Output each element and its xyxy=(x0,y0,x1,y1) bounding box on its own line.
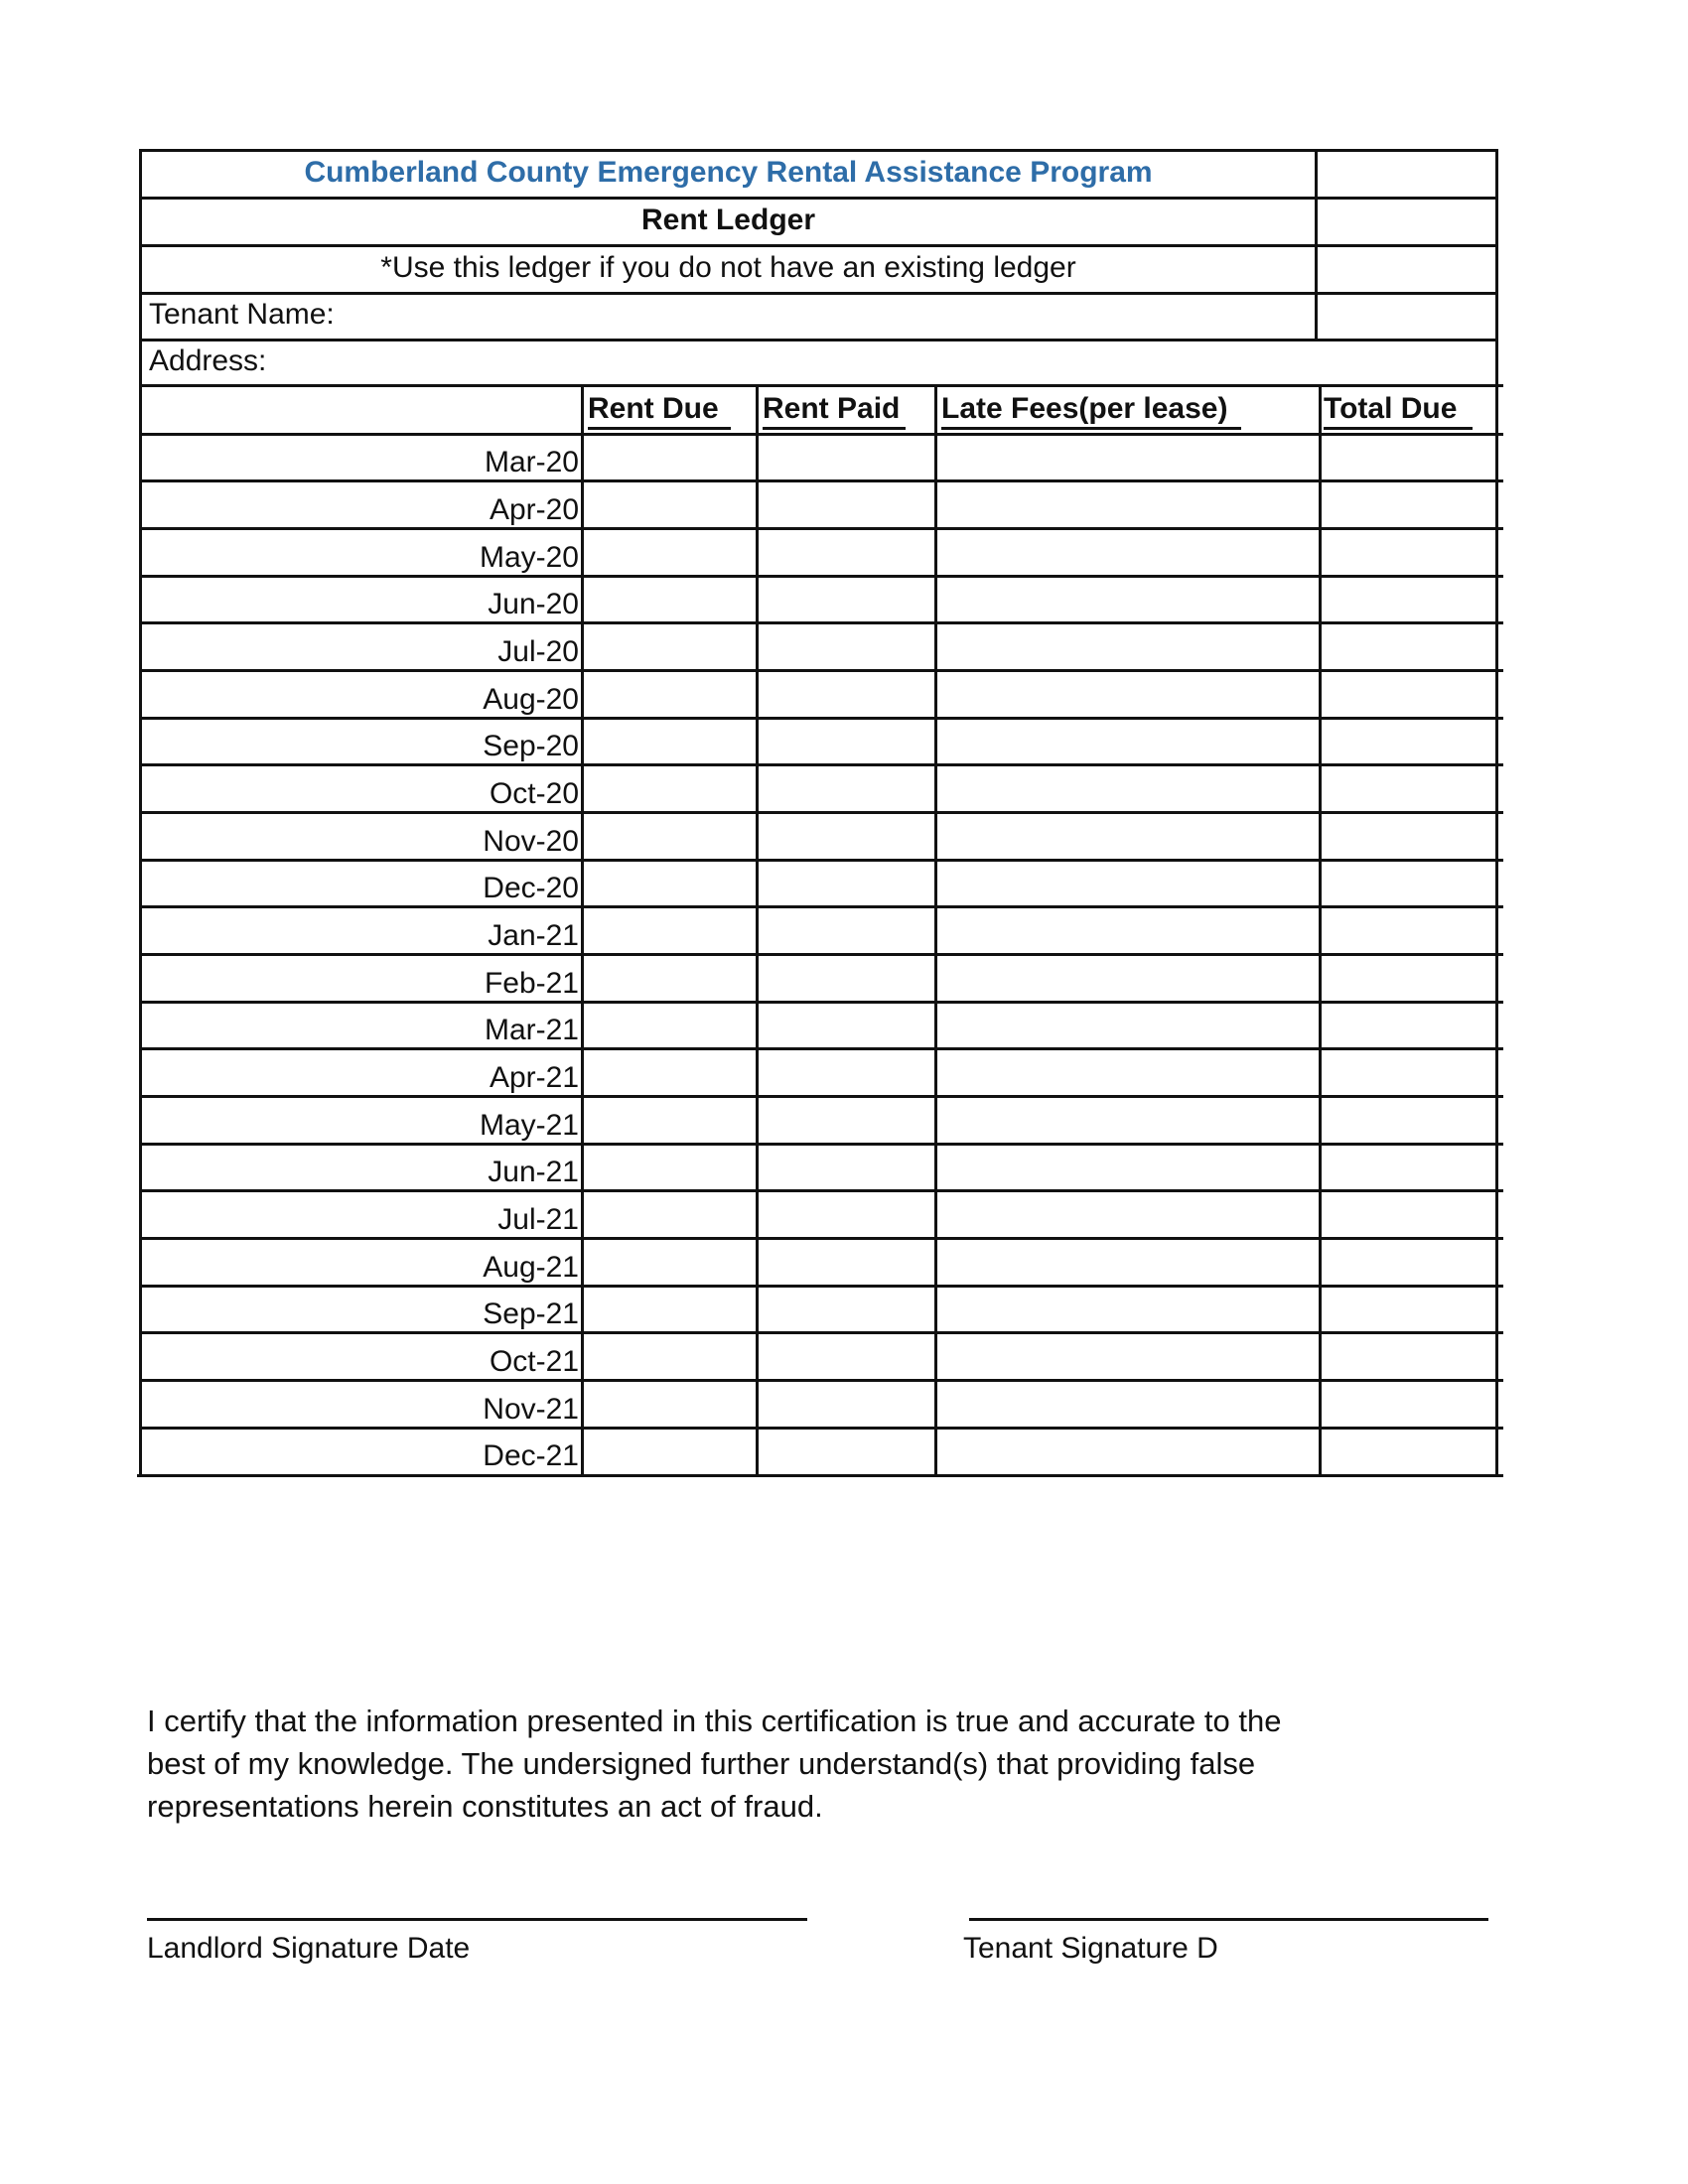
rule xyxy=(139,621,1503,624)
rule xyxy=(139,384,1503,387)
rule xyxy=(139,1427,1503,1430)
month-label: Nov-20 xyxy=(483,825,579,858)
rule xyxy=(139,1001,1503,1004)
rule xyxy=(139,479,1503,482)
rule xyxy=(139,1047,1503,1050)
landlord-signature-label: Landlord Signature Date xyxy=(147,1932,471,1965)
address-label: Address: xyxy=(149,344,267,377)
column-divider xyxy=(581,385,584,1477)
month-label: Jul-21 xyxy=(497,1203,579,1236)
column-header-total-due: Total Due xyxy=(1324,392,1458,425)
rule xyxy=(139,905,1503,908)
month-label: May-20 xyxy=(479,541,579,574)
rule xyxy=(139,859,1503,862)
tenant-signature-line[interactable] xyxy=(969,1918,1488,1921)
rule xyxy=(139,811,1503,814)
tenant-name-label: Tenant Name: xyxy=(149,298,335,331)
column-header-rent-due: Rent Due xyxy=(588,392,719,425)
month-label: Feb-21 xyxy=(484,967,579,1000)
rule xyxy=(139,1331,1503,1334)
rule xyxy=(139,717,1503,720)
column-divider xyxy=(934,385,937,1477)
landlord-signature-line[interactable] xyxy=(147,1918,807,1921)
rule xyxy=(139,1143,1503,1146)
month-label: May-21 xyxy=(479,1109,579,1142)
column-divider xyxy=(1319,385,1322,1477)
month-label: Sep-21 xyxy=(483,1297,579,1330)
column-header-underline xyxy=(763,427,906,430)
month-label: Jun-20 xyxy=(488,588,579,620)
month-label: Apr-21 xyxy=(489,1061,579,1094)
column-header-underline xyxy=(1324,427,1473,430)
month-label: Nov-21 xyxy=(483,1393,579,1426)
month-label: Jan-21 xyxy=(488,919,579,952)
column-header-underline xyxy=(588,427,731,430)
rule xyxy=(139,763,1503,766)
rule xyxy=(139,1379,1503,1382)
tenant-signature-label: Tenant Signature D xyxy=(963,1932,1218,1965)
month-label: Aug-21 xyxy=(483,1251,579,1284)
month-label: Jul-20 xyxy=(497,635,579,668)
certification-line: I certify that the information presented in this certification is true and accurate to the xyxy=(147,1704,1282,1738)
certification-statement xyxy=(147,1700,1517,1828)
month-label: Sep-20 xyxy=(483,730,579,762)
rule xyxy=(139,1095,1503,1098)
instruction-note: *Use this ledger if you do not have an existing ledger xyxy=(380,251,1076,284)
column-divider xyxy=(756,385,759,1477)
rule xyxy=(139,1285,1503,1288)
column-header-underline xyxy=(941,427,1241,430)
month-label: Mar-20 xyxy=(484,446,579,478)
month-label: Dec-20 xyxy=(483,872,579,904)
document-title: Rent Ledger xyxy=(640,204,816,236)
rule xyxy=(139,433,1503,436)
month-label: Jun-21 xyxy=(488,1156,579,1188)
rule xyxy=(139,1237,1503,1240)
rule xyxy=(139,292,1498,295)
month-label: Mar-21 xyxy=(484,1014,579,1046)
tenant-name-field[interactable] xyxy=(328,298,1306,336)
rule xyxy=(139,669,1503,672)
rule xyxy=(139,953,1503,956)
column-header-rent-paid: Rent Paid xyxy=(763,392,901,425)
month-label: Dec-21 xyxy=(483,1439,579,1472)
rule xyxy=(139,339,1498,341)
rule xyxy=(139,1189,1503,1192)
rule xyxy=(139,527,1503,530)
month-label: Oct-20 xyxy=(489,777,579,810)
month-label: Oct-21 xyxy=(489,1345,579,1378)
address-field[interactable] xyxy=(288,343,1489,381)
rule xyxy=(139,244,1498,247)
program-title: Cumberland County Emergency Rental Assistance Program xyxy=(304,156,1153,189)
rule xyxy=(139,149,1498,152)
certification-line: best of my knowledge. The undersigned further understand(s) that providing false xyxy=(147,1746,1256,1781)
rule xyxy=(137,1474,1503,1477)
rule xyxy=(139,575,1503,578)
column-header-late-fees: Late Fees(per lease) xyxy=(941,392,1228,425)
rule xyxy=(139,197,1498,200)
month-label: Apr-20 xyxy=(489,493,579,526)
certification-line: representations herein constitutes an act of fraud. xyxy=(147,1789,823,1824)
month-label: Aug-20 xyxy=(483,683,579,716)
